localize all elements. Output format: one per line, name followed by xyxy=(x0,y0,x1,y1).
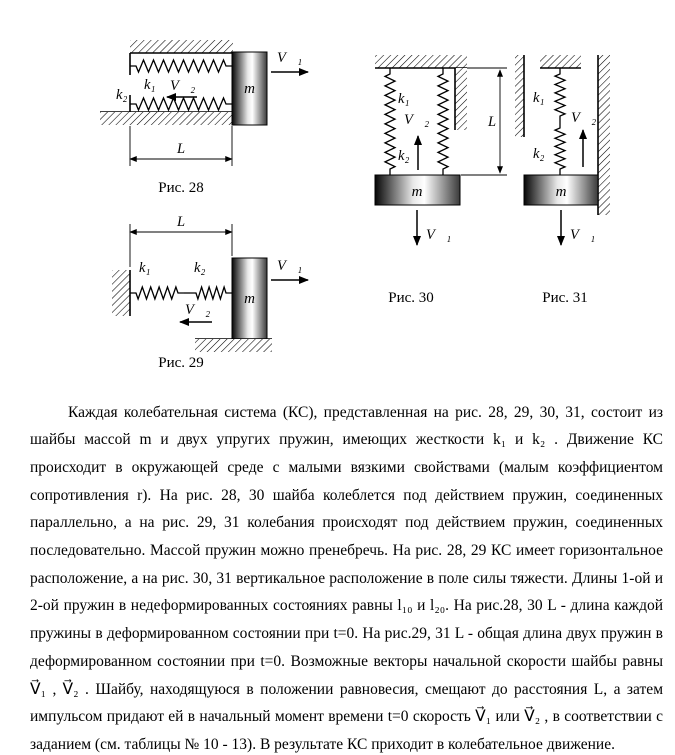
figure-31 xyxy=(515,55,610,306)
fig31-right-wall-hatch xyxy=(598,55,610,215)
fig30-v2-label: V⃗₂ xyxy=(404,112,430,128)
fig31-caption: Рис. 31 xyxy=(542,290,588,306)
body-paragraph: Каждая колебательная система (КС), представленная на рис. 28, 29, 30, 31, состоит из шайбы массой m и двух упругих пружин, имеющих жесткости k₁ и k₂ . Движение КС происходит в окружающей среде с малыми вязкими свойствами (малым коэффициентом сопротивления r). На рис. 28, 30 шайба колеблется под действием пружин, соединенных параллельно, а на рис. 29, 31 колебания происходят под действием пружин, соединенных последовательно. Массой пружин можно пренебречь. На рис. 28, 29 КС имеет горизонтальное расположение, а на рис. 30, 31 вертикальное расположение в поле силы тяжести. Длины 1-ой и 2-ой пружин в недеформированных состояниях равны l₁₀ и l₂₀. На рис.28, 30 L - длина каждой пружины в деформированном состоянии при t=0. На рис.29, 31 L - общая длина двух пружин в деформированном состоянии при t=0. Возможные векторы начальной скорости шайбы равны V⃗₁ , V⃗₂ . Шайбу, находящуюся в положении равновесия, смещают до расстояния L, а затем импульсом придают ей в начальный момент времени t=0 скорость V⃗₁ или V⃗₂ , в соответствии с заданием (см. таблицы № 10 - 13). В результате КС приходит в колебательное движение. xyxy=(30,403,663,753)
fig29-mass-label: m xyxy=(244,291,255,307)
fig29-v2-label: V⃗₂ xyxy=(185,302,211,318)
fig28-bottom-wall-hatch xyxy=(100,112,233,125)
fig28-L-label: L xyxy=(176,141,186,157)
figure-30 xyxy=(375,55,507,306)
fig29-L-label: L xyxy=(176,214,186,230)
fig29-k2-label: k₂ xyxy=(194,260,206,276)
figure-28 xyxy=(100,40,308,196)
fig31-v1-label: V⃗₁ xyxy=(570,227,596,243)
fig28-mass-label: m xyxy=(244,81,255,97)
fig30-mass-label: m xyxy=(411,184,423,200)
fig30-caption: Рис. 30 xyxy=(388,290,434,306)
fig31-spring-k1 xyxy=(555,68,565,122)
fig30-spring-k1 xyxy=(385,68,395,175)
fig28-spring-k1 xyxy=(130,60,232,72)
fig30-v1-label: V⃗₁ xyxy=(426,227,452,243)
fig29-spring-k2 xyxy=(190,287,232,299)
fig31-left-wall-hatch xyxy=(515,55,524,137)
fig28-top-wall-hatch xyxy=(130,40,233,53)
fig29-v1-label: V⃗₁ xyxy=(277,258,303,274)
fig31-mass-label: m xyxy=(555,184,567,200)
fig28-k1-label: k₁ xyxy=(144,77,156,93)
fig29-caption: Рис. 29 xyxy=(158,355,204,371)
fig30-L-label: L xyxy=(488,114,497,130)
fig30-spring-k2 xyxy=(438,68,448,175)
figure-29 xyxy=(112,214,308,371)
fig29-k1-label: k₁ xyxy=(139,260,151,276)
fig28-k2-label: k₂ xyxy=(116,87,128,103)
fig31-ceiling-hatch xyxy=(540,55,581,68)
fig29-wall-hatch xyxy=(112,270,130,316)
fig30-k1-label: k₁ xyxy=(398,91,410,107)
fig28-v2-label: V⃗₂ xyxy=(170,78,196,94)
fig28-v1-label: V⃗₁ xyxy=(277,50,303,66)
fig29-floor-hatch xyxy=(195,339,272,352)
fig30-ceiling-hatch xyxy=(375,55,467,68)
fig29-spring-k1 xyxy=(130,287,184,299)
fig28-caption: Рис. 28 xyxy=(158,180,204,196)
fig30-k2-label: k₂ xyxy=(398,148,410,164)
fig31-spring-k2 xyxy=(555,122,565,175)
fig28-spring-k2 xyxy=(130,98,232,110)
fig31-k2-label: k₂ xyxy=(533,146,545,162)
fig31-k1-label: k₁ xyxy=(533,90,545,106)
fig31-v2-label: V⃗₂ xyxy=(571,110,597,126)
fig30-side-wall-hatch xyxy=(455,68,467,130)
